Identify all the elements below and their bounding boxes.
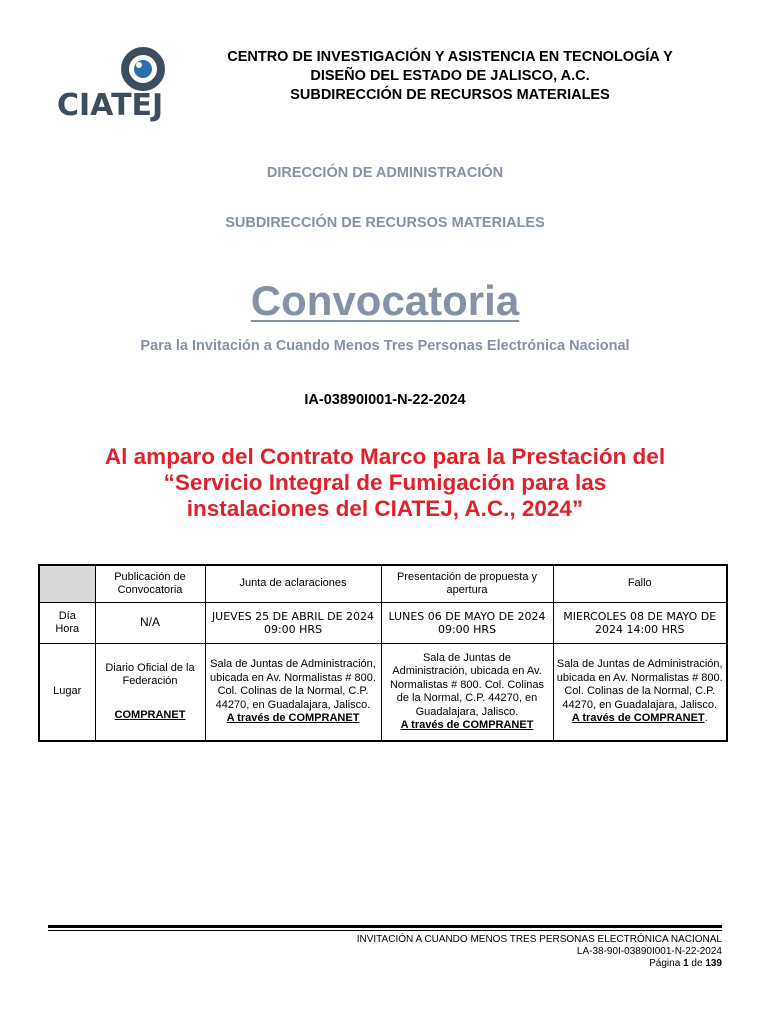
footer-page-number: [302, 958, 722, 970]
header-line-3: SUBDIRECCIÓN DE RECURSOS MATERIALES: [290, 87, 610, 103]
invitation-subtitle: Para la Invitación a Cuando Menos Tres Personas Electrónica Nacional: [140, 338, 630, 354]
page-of: de: [691, 958, 703, 969]
footer-rule-thin: [48, 930, 722, 931]
contract-line-3: instalaciones del CIATEJ, A.C., 2024”: [186, 496, 584, 521]
lugar-presentacion: [381, 644, 553, 742]
footer-line-2: LA-38-90I-03890I001-N-22-2024: [576, 946, 722, 957]
header-presentacion: Presentación de propuesta y apertura: [381, 565, 553, 603]
table-row-lugar: [39, 644, 727, 742]
contract-line-1: Al amparo del Contrato Marco para la Prestación del: [104, 444, 666, 469]
page-prefix: Página: [649, 958, 681, 969]
direccion-heading: DIRECCIÓN DE ADMINISTRACIÓN: [266, 165, 504, 181]
subdireccion-heading: SUBDIRECCIÓN DE RECURSOS MATERIALES: [225, 215, 545, 231]
logo-emblem-icon: [55, 42, 175, 92]
label-lugar: Lugar: [39, 644, 95, 742]
footer-line-1: INVITACIÓN A CUANDO MENOS TRES PERSONAS ELECTRÓNICA NACIONAL: [356, 934, 722, 945]
lugar-junta: [205, 644, 381, 742]
ciatej-logo: [55, 42, 175, 122]
page-total: 139: [705, 958, 722, 969]
dia-junta: [205, 603, 381, 644]
fallo-time: 2024 14:00 HRS: [594, 623, 685, 636]
junta-compranet-link[interactable]: A través de COMPRANET: [226, 712, 360, 725]
header-line-2: DISEÑO DEL ESTADO DE JALISCO, A.C.: [310, 68, 590, 84]
dia-publicacion: N/A: [95, 603, 205, 644]
presentacion-date: LUNES 06 DE MAYO DE 2024: [388, 609, 546, 623]
presentacion-compranet-link[interactable]: A través de COMPRANET: [400, 719, 534, 731]
header-publicacion: Publicación de Convocatoria: [95, 565, 205, 603]
publicacion-medio: Diario Oficial de la Federación: [105, 661, 195, 688]
table-corner-cell: [39, 565, 95, 603]
institution-header: [180, 48, 720, 105]
contract-title: [80, 444, 690, 522]
junta-time: 09:00 HRS: [263, 623, 323, 636]
lugar-publicacion: [95, 644, 205, 742]
label-hora: Hora: [55, 623, 80, 635]
label-dia-hora: [39, 603, 95, 644]
table-header-row: [39, 565, 727, 603]
header-junta: Junta de aclaraciones: [205, 565, 381, 603]
presentacion-time: 09:00 HRS: [437, 623, 497, 636]
dia-presentacion: [381, 603, 553, 644]
presentacion-sala: Sala de Juntas de Administración, ubicada en Av. Normalistas # 800. Col. Colinas de la Normal, C.P. 44270, en Guadalajara, Jalisco.: [389, 651, 545, 718]
fallo-period: .: [704, 712, 708, 725]
schedule-table: [38, 564, 728, 742]
page-title: Convocatoria: [250, 277, 520, 324]
table-row-dia: [39, 603, 727, 644]
footer-rule-thick: [48, 925, 722, 928]
procedure-code: IA-03890I001-N-22-2024: [304, 392, 466, 408]
page-footer: [302, 934, 722, 970]
label-dia: Día: [58, 609, 76, 622]
junta-sala: Sala de Juntas de Administración, ubicada en Av. Normalistas # 800. Col. Colinas de la Normal, C.P. 44270, en Guadalajara, Jalisco.: [210, 658, 376, 711]
lugar-fallo: [553, 644, 727, 742]
header-fallo: Fallo: [553, 565, 727, 603]
page-current: 1: [683, 958, 689, 969]
dia-fallo: [553, 603, 727, 644]
fallo-sala: Sala de Juntas de Administración, ubicada en Av. Normalistas # 800. Col. Colinas de la Normal, C.P. 44270, en Guadalajara, Jalisco.: [556, 658, 723, 711]
fallo-compranet-link[interactable]: A través de COMPRANET: [571, 712, 705, 725]
contract-line-2: “Servicio Integral de Fumigación para las: [163, 470, 607, 495]
logo-wordmark: CIATEJ: [57, 88, 164, 123]
compranet-link[interactable]: COMPRANET: [114, 708, 186, 721]
fallo-date: MIERCOLES 08 DE MAYO DE: [563, 609, 717, 623]
header-line-1: CENTRO DE INVESTIGACIÓN Y ASISTENCIA EN TECNOLOGÍA Y: [227, 49, 673, 65]
junta-date: JUEVES 25 DE ABRIL DE 2024: [211, 609, 375, 623]
